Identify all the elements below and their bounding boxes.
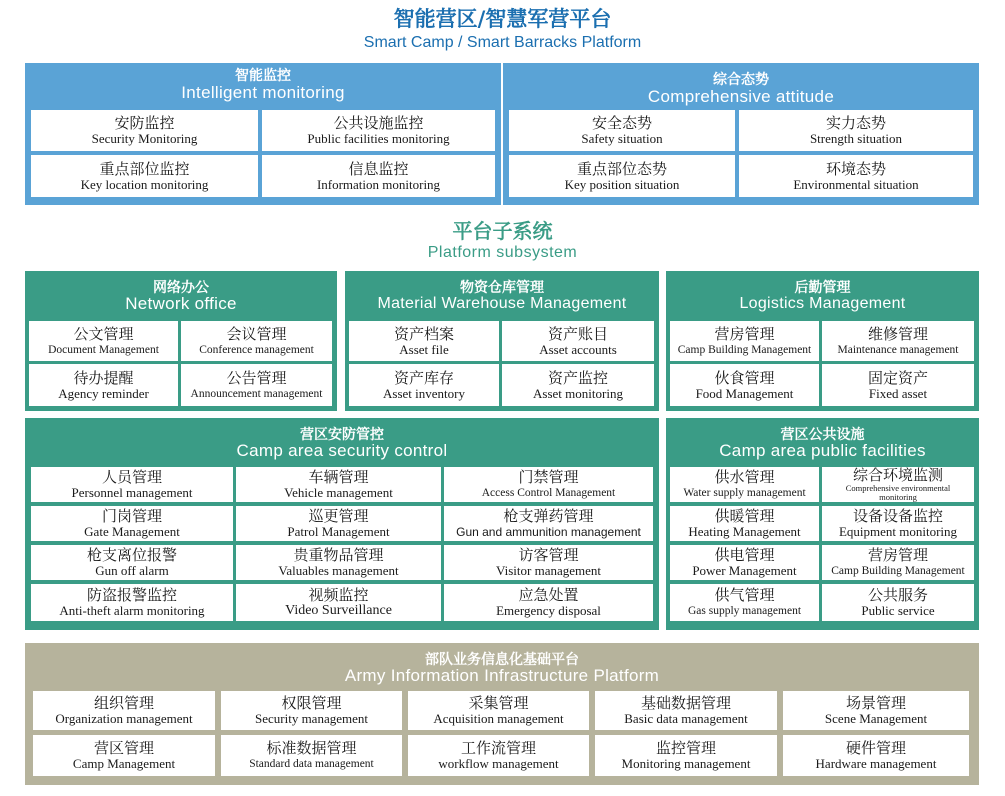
module-label-en: Anti-theft alarm monitoring [59,603,205,618]
module-label: 防盗报警监控 [86,586,177,604]
module-label-en: Asset inventory [383,385,465,401]
panel-comprehensive-attitude [503,63,979,205]
module-label-en: Organization management [55,711,193,726]
module-cell[interactable] [349,321,499,361]
module-label-en: Food Management [695,385,794,401]
panel-network-office [25,271,337,411]
panel-infrastructure-platform [25,643,979,785]
panel-logistics [666,271,979,411]
module-cell[interactable] [262,155,495,197]
module-cell[interactable] [509,110,735,151]
module-label-en: Scene Management [824,711,928,726]
module-label-en: Access Control Management [481,487,616,499]
module-label: 门岗管理 [101,507,162,525]
module-label-en: Asset accounts [539,341,617,357]
panel-title: 营区安防管控 [300,427,384,443]
module-label-en: Security Monitoring [91,131,198,146]
module-label: 资产库存 [393,368,454,387]
module-label: 资产档案 [393,324,454,343]
module-label: 巡更管理 [308,507,369,525]
module-cell[interactable] [670,321,819,361]
module-cell[interactable] [236,545,441,580]
module-label-en: Key position situation [564,176,680,192]
module-cell[interactable] [822,364,974,406]
module-label: 车辆管理 [308,468,369,486]
module-label-en: Emergency disposal [496,603,601,618]
panel-subtitle: Army Information Infrastructure Platform [344,666,660,685]
module-label: 供电管理 [714,546,775,564]
module-label-en: Monitoring management [621,756,751,771]
module-cell[interactable] [408,691,589,730]
module-cell[interactable] [33,691,215,730]
section-title: 平台子系统 [452,219,553,243]
panel-subtitle: Camp area public facilities [719,441,926,460]
module-label: 视频监控 [308,586,369,604]
module-label-en: Environmental situation [793,176,919,192]
module-cell[interactable] [29,321,178,361]
module-label: 安全态势 [591,114,652,132]
panel-subtitle: Network office [125,294,237,313]
panel-title: 网络办公 [153,280,209,296]
panel-subtitle: Comprehensive attitude [647,87,835,106]
module-label-en: Information monitoring [316,176,441,192]
module-cell[interactable] [262,110,495,151]
module-label-en: Visitor management [496,563,601,578]
module-label: 综合环境监测 [852,467,943,484]
module-cell[interactable] [31,506,233,541]
module-label: 组织管理 [93,694,154,712]
module-cell[interactable] [181,364,332,406]
module-label: 固定资产 [867,368,928,387]
module-label: 公告管理 [226,368,287,387]
panel-material-warehouse [345,271,659,411]
module-label: 伙食管理 [714,368,775,387]
module-cell[interactable] [670,545,819,580]
module-cell[interactable] [822,467,974,502]
module-cell[interactable] [670,364,819,406]
module-cell[interactable] [670,584,819,621]
panel-subtitle: Logistics Management [739,295,906,312]
module-label-en: Camp Building Management [831,565,965,577]
module-label: 采集管理 [468,694,529,712]
module-cell[interactable] [221,691,402,730]
module-label-en: Fixed asset [868,385,928,401]
module-label: 信息监控 [348,159,409,178]
module-cell[interactable] [822,545,974,580]
module-label-en: Agency reminder [58,385,149,401]
module-label-en: Water supply management [683,487,806,499]
module-label: 会议管理 [226,324,287,343]
module-label-en: Document Management [48,343,159,356]
module-label-en: Safety situation [581,131,663,146]
module-label-en: Asset monitoring [533,385,623,401]
module-label: 枪支弹药管理 [503,507,594,525]
module-cell[interactable] [29,364,178,406]
module-label-en: Gas supply management [687,605,802,617]
module-label: 硬件管理 [845,739,906,757]
module-label-en: Key location monitoring [80,176,209,192]
panel-intelligent-monitoring [25,63,501,205]
module-label: 重点部位监控 [99,159,190,178]
module-label: 公文管理 [73,324,134,343]
module-cell[interactable] [502,364,654,406]
module-label: 工作流管理 [460,739,536,757]
module-cell[interactable] [739,155,973,197]
module-cell[interactable] [31,467,233,502]
panel-security-control [25,418,659,630]
module-cell[interactable] [783,691,969,730]
module-label: 供水管理 [714,468,775,486]
module-cell[interactable] [33,735,215,776]
module-label-en: Public service [861,603,935,618]
module-label-en: Standard data management [249,758,374,770]
page-title: 智能营区/智慧军营平台 [393,7,612,31]
module-cell[interactable] [444,545,653,580]
module-label-en: Camp Building Management [677,343,812,356]
module-label-en: Hardware management [815,756,937,771]
module-label: 环境态势 [825,159,886,178]
module-label: 资产监控 [547,368,608,387]
module-cell[interactable] [822,584,974,621]
module-cell[interactable] [236,506,441,541]
module-label: 访客管理 [518,546,579,564]
module-cell[interactable] [595,735,777,776]
module-cell[interactable] [349,364,499,406]
module-label: 权限管理 [281,694,342,712]
module-label: 供暖管理 [714,507,775,525]
panel-title: 后勤管理 [794,280,851,296]
module-label: 标准数据管理 [266,739,357,757]
module-cell[interactable] [31,155,258,197]
module-cell[interactable] [444,584,653,621]
module-label-en: Gun off alarm [95,563,169,578]
module-cell[interactable] [822,506,974,541]
module-cell[interactable] [444,467,653,502]
module-label-en: Video Surveillance [285,603,392,618]
section-subtitle: Platform subsystem [427,244,578,261]
module-cell[interactable] [236,467,441,502]
module-label-en: Comprehensive environmental monitoring [845,483,951,502]
module-label: 安防监控 [114,114,175,132]
module-label-en: Acquisition management [433,711,564,726]
page-subtitle: Smart Camp / Smart Barracks Platform [363,34,642,51]
module-label: 资产账目 [547,324,608,343]
module-label: 场景管理 [845,694,906,712]
module-cell[interactable] [502,321,654,361]
module-label: 营房管理 [714,324,775,343]
module-label-en: Conference management [199,343,314,356]
module-cell[interactable] [444,506,653,541]
module-label-en: Vehicle management [284,485,393,500]
module-label: 重点部位态势 [576,159,667,178]
module-label-en: Basic data management [624,711,748,726]
module-label: 公共设施监控 [333,114,424,132]
module-cell[interactable] [822,321,974,361]
module-label: 门禁管理 [518,468,579,486]
module-label-en: Power Management [692,563,797,578]
module-cell[interactable] [31,584,233,621]
module-label-en: Valuables management [278,563,399,578]
module-label: 待办提醒 [73,368,134,387]
module-cell[interactable] [509,155,735,197]
module-label: 营区管理 [93,739,154,757]
module-label: 实力态势 [825,114,886,132]
module-label: 人员管理 [101,468,162,486]
module-label-en: Gate Management [84,524,180,539]
module-label: 应急处置 [518,586,579,604]
panel-title: 物资仓库管理 [460,280,544,296]
module-cell[interactable] [31,110,258,151]
module-label: 营房管理 [867,546,928,564]
module-label-en: Camp Management [72,756,176,771]
module-label-en: Heating Management [688,524,801,539]
panel-public-facilities [666,418,979,630]
module-label: 枪支离位报警 [86,546,177,564]
module-cell[interactable] [221,735,402,776]
module-label: 贵重物品管理 [293,546,384,564]
panel-subtitle: Camp area security control [236,441,448,460]
module-cell[interactable] [783,735,969,776]
module-label-en: Strength situation [809,131,903,146]
module-label-en: Maintenance management [837,343,959,356]
panel-subtitle: Material Warehouse Management [377,295,627,312]
module-label-en: Asset file [399,341,449,357]
module-label: 设备设备监控 [852,507,943,525]
module-label-en: Gun and ammunition management [456,525,641,539]
module-cell[interactable] [181,321,332,361]
module-label: 维修管理 [867,324,928,343]
module-label-en: Public facilities monitoring [307,131,450,146]
module-label-en: Announcement management [190,387,323,400]
module-cell[interactable] [31,545,233,580]
module-label-en: workflow management [438,756,559,771]
module-label-en: Security management [255,711,368,726]
panel-title: 综合态势 [713,72,769,88]
panel-subtitle: Intelligent monitoring [181,83,345,102]
module-cell[interactable] [236,584,441,621]
panel-title: 部队业务信息化基础平台 [425,652,579,668]
module-cell[interactable] [670,506,819,541]
module-cell[interactable] [739,110,973,151]
panel-title: 营区公共设施 [780,427,865,443]
module-label-en: Equipment monitoring [838,524,958,539]
module-label-en: Personnel management [71,485,193,500]
module-cell[interactable] [595,691,777,730]
module-label: 基础数据管理 [640,694,731,712]
module-label: 供气管理 [714,586,775,604]
module-cell[interactable] [408,735,589,776]
module-cell[interactable] [670,467,819,502]
module-label-en: Patrol Management [287,524,390,539]
panel-title: 智能监控 [235,68,291,84]
module-label: 监控管理 [655,739,716,757]
module-label: 公共服务 [867,586,928,604]
